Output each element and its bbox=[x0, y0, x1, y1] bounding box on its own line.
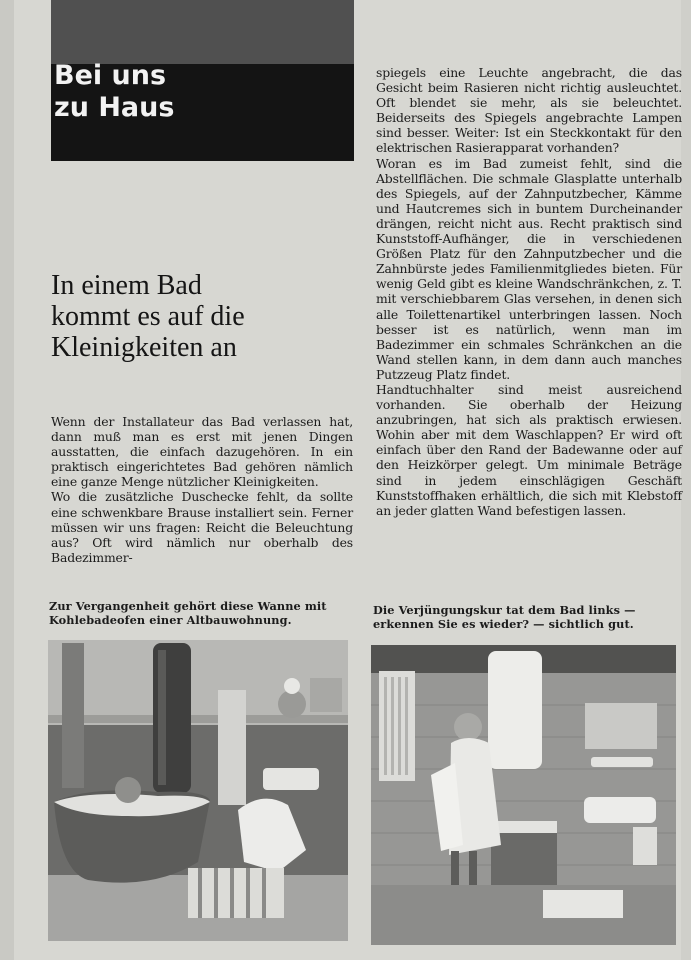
article-headline: In einem Bad kommt es auf die Kleinigkeiten an bbox=[51, 270, 245, 363]
page-shadow-right bbox=[681, 0, 691, 960]
page-shadow-left bbox=[0, 0, 14, 960]
section-header bbox=[51, 0, 354, 161]
paragraph: Handtuchhalter sind meist ausreichend vorhanden. Sie oberhalb der Heizung anzubringen, hat sich als praktisch erwiesen. Wohin aber mit dem Waschlappen? Er wird oft einfach über den Rand der Badewanne oder auf den Heizkörper gelegt. Um minimale Beträge sind in jedem einschlägigen Geschäft Kunststoffhaken erhältlich, die sich mit Klebstoff an jeder glatten Wand befestigen lassen. bbox=[376, 381, 682, 518]
section-title: Bei uns zu Haus bbox=[54, 60, 175, 123]
photo-new-bathroom bbox=[371, 645, 676, 945]
photo-caption-left: Zur Vergangenheit gehört diese Wanne mit Kohlebadeofen einer Altbauwohnung. bbox=[49, 599, 327, 627]
paragraph: Wenn der Installateur das Bad verlassen hat, dann muß man es erst mit jenen Dingen ausstatten, die einfach dazugehören. In ein praktisch eingerichtetes Bad gehören nämlich eine ganze Menge nützlicher Kleinigkeiten. bbox=[51, 414, 353, 490]
paragraph: spiegels eine Leuchte angebracht, die das Gesicht beim Rasieren nicht richtig ausleuchtet. Oft blendet sie mehr, als sie beleuchtet. Beiderseits des Spiegels angebrachte Lampen sind besser. Weiter: Ist ein Steckkontakt für den elektrischen Rasierapparat vorhanden? bbox=[376, 65, 682, 156]
photo-caption-right: Die Verjüngungskur tat dem Bad links — erkennen Sie es wieder? — sichtlich gut. bbox=[373, 603, 636, 631]
paragraph: Wo die zusätzliche Duschecke fehlt, da sollte eine schwenkbare Brause installiert sein. Ferner müssen wir uns fragen: Reicht die Beleuchtung aus? Oft wird nämlich nur oberhalb des Badezimmer- bbox=[51, 489, 353, 565]
photo-old-bathroom bbox=[48, 640, 348, 941]
article-column-right bbox=[376, 65, 682, 518]
article-column-left bbox=[51, 414, 353, 565]
header-gray-band bbox=[51, 0, 354, 64]
paragraph: Woran es im Bad zumeist fehlt, sind die Abstellflächen. Die schmale Glasplatte unterhalb des Spiegels, auf der Zahnputzbecher, Kämme und Hautcremes sich in buntem Durcheinander drängen, reicht nicht aus. Recht praktisch sind Kunststoff-Aufhänger, die in verschiedenen Größen Platz für den Zahnputzbecher und die Zahnbürste jedes Familienmitgliedes bieten. Für wenig Geld gibt es kleine Wandschränkchen, z. T. mit verschiebbarem Glas versehen, in denen sich alle Toilettenartikel unterbringen lassen. Noch besser ist es natürlich, wenn man im Badezimmer ein schmales Schränkchen an die Wand stellen kann, in dem dann auch manches Putzzeug Platz findet. bbox=[376, 155, 682, 382]
